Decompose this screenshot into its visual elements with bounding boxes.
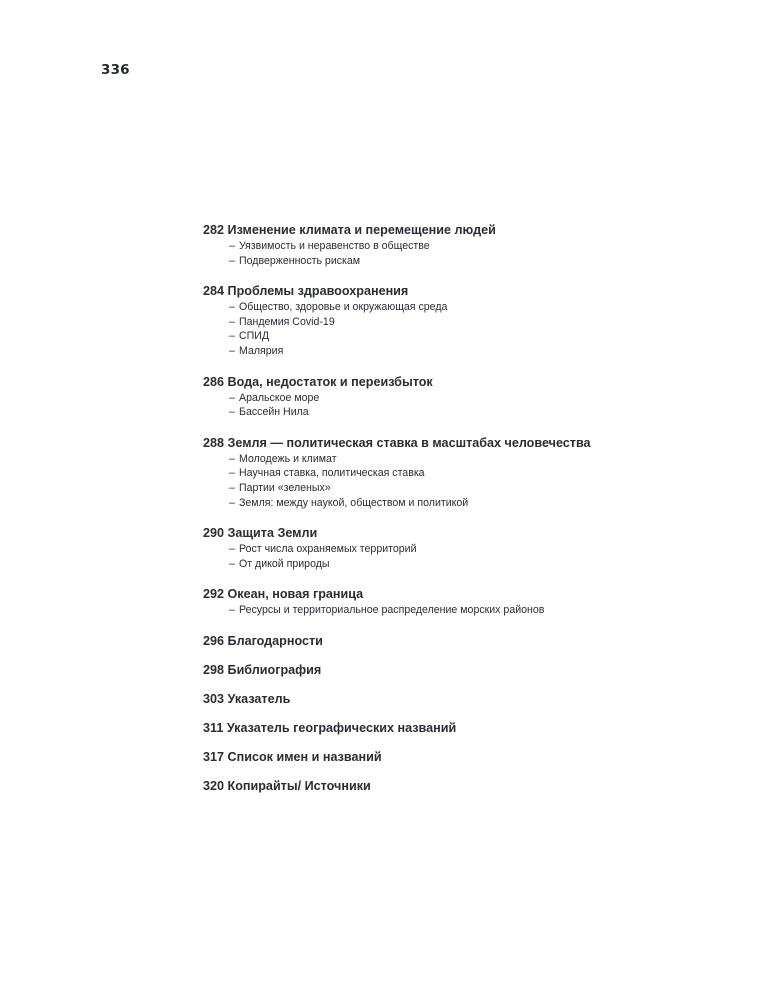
toc-section: [203, 373, 743, 420]
toc-subsection-list: [203, 239, 743, 268]
toc-subsection-item: [203, 452, 743, 467]
toc-title-text: Список имен и названий: [227, 749, 382, 764]
toc-title-text: Земля — политическая ставка в масштабах человечества: [227, 435, 591, 450]
toc-section-title: [203, 434, 743, 452]
toc-subsection-list: [203, 542, 743, 571]
toc-section-title: [203, 632, 743, 650]
toc-subsection-text: Пандемия Covid-19: [239, 315, 335, 328]
toc-page-number: 290: [203, 526, 225, 541]
dash-bullet: –: [229, 301, 235, 314]
toc-page-number: 288: [203, 435, 225, 450]
toc-subsection-text: Земля: между наукой, обществом и политикой: [239, 496, 469, 509]
toc-subsection-item: [203, 315, 743, 330]
toc-page-number: 286: [203, 374, 225, 389]
toc-subsection-item: [203, 344, 743, 359]
toc-page-number: 303: [203, 691, 225, 706]
toc-subsection-text: Общество, здоровье и окружающая среда: [239, 301, 448, 314]
toc-title-text: Вода, недостаток и переизбыток: [227, 374, 433, 389]
toc-subsection-text: Научная ставка, политическая ставка: [239, 467, 425, 480]
toc-subsection-item: [203, 329, 743, 344]
toc-page-number: 298: [203, 662, 225, 677]
page-number: 336: [101, 62, 130, 78]
toc-section-title: [203, 777, 743, 795]
toc-section: [203, 777, 743, 795]
toc-subsection-list: [203, 300, 743, 358]
toc-subsection-item: [203, 405, 743, 420]
toc-subsection-text: Аральское море: [239, 391, 320, 404]
dash-bullet: –: [229, 391, 235, 404]
dash-bullet: –: [229, 406, 235, 419]
toc-title-text: Указатель: [227, 691, 291, 706]
toc-section-title: [203, 661, 743, 679]
toc-section: [203, 585, 743, 618]
toc-section: [203, 632, 743, 650]
toc-section-title: [203, 524, 743, 542]
toc-page-number: 296: [203, 633, 225, 648]
dash-bullet: –: [229, 467, 235, 480]
toc-section-title: [203, 221, 743, 239]
toc-subsection-text: Рост числа охраняемых территорий: [239, 543, 417, 556]
toc-page-number: 282: [203, 223, 225, 237]
toc-section: [203, 661, 743, 679]
toc-subsection-item: [203, 300, 743, 315]
toc-subsection-text: От дикой природы: [239, 557, 330, 570]
toc-subsection-text: Партии «зеленых»: [239, 481, 331, 494]
toc-subsection-item: [203, 481, 743, 496]
toc-subsection-item: [203, 542, 743, 557]
toc-section-title: [203, 719, 743, 737]
toc-title-text: Благодарности: [227, 633, 323, 648]
toc-section: [203, 221, 743, 268]
toc-title-text: Указатель географических названий: [226, 720, 457, 735]
dash-bullet: –: [229, 543, 235, 556]
toc-subsection-item: [203, 557, 743, 572]
dash-bullet: –: [229, 452, 235, 465]
toc-section: [203, 434, 743, 510]
toc-title-text: Копирайты/ Источники: [227, 778, 371, 793]
toc-section: [203, 748, 743, 766]
toc-section: [203, 719, 743, 737]
toc-subsection-item: [203, 466, 743, 481]
toc-page-number: 292: [203, 587, 225, 602]
table-of-contents: [203, 221, 743, 806]
toc-section-title: [203, 585, 743, 603]
toc-title-text: Библиография: [227, 662, 322, 677]
toc-section-title: [203, 690, 743, 708]
toc-subsection-text: Уязвимость и неравенство в обществе: [239, 240, 430, 252]
dash-bullet: –: [229, 330, 235, 343]
dash-bullet: –: [229, 315, 235, 328]
toc-subsection-item: [203, 391, 743, 406]
dash-bullet: –: [229, 604, 235, 617]
toc-title-text: Океан, новая граница: [227, 587, 364, 602]
toc-subsection-text: Ресурсы и территориальное распределение морских районов: [239, 604, 545, 617]
toc-section-title: [203, 373, 743, 391]
toc-page-number: 284: [203, 284, 225, 299]
toc-section: [203, 282, 743, 358]
toc-subsection-text: Подверженность рискам: [239, 254, 361, 267]
toc-subsection-list: [203, 603, 743, 618]
toc-page-number: 311: [203, 720, 224, 735]
toc-subsection-list: [203, 391, 743, 420]
toc-title-text: Проблемы здравоохранения: [227, 284, 409, 299]
toc-subsection-list: [203, 452, 743, 510]
dash-bullet: –: [229, 240, 235, 252]
toc-subsection-text: Малярия: [239, 344, 284, 357]
toc-title-text: Изменение климата и перемещение людей: [227, 223, 496, 237]
toc-subsection-text: СПИД: [239, 330, 270, 343]
toc-subsection-item: [203, 496, 743, 511]
dash-bullet: –: [229, 481, 235, 494]
toc-subsection-item: [203, 239, 743, 254]
dash-bullet: –: [229, 496, 235, 509]
toc-title-text: Защита Земли: [227, 526, 318, 541]
dash-bullet: –: [229, 557, 235, 570]
toc-section-title: [203, 748, 743, 766]
toc-section-title: [203, 282, 743, 300]
toc-section: [203, 524, 743, 571]
toc-subsection-item: [203, 254, 743, 269]
toc-subsection-text: Бассейн Нила: [239, 406, 309, 419]
toc-subsection-item: [203, 603, 743, 618]
toc-page-number: 317: [203, 749, 225, 764]
toc-page-number: 320: [203, 778, 225, 793]
dash-bullet: –: [229, 344, 235, 357]
toc-section: [203, 690, 743, 708]
toc-subsection-text: Молодежь и климат: [239, 452, 337, 465]
dash-bullet: –: [229, 254, 235, 267]
